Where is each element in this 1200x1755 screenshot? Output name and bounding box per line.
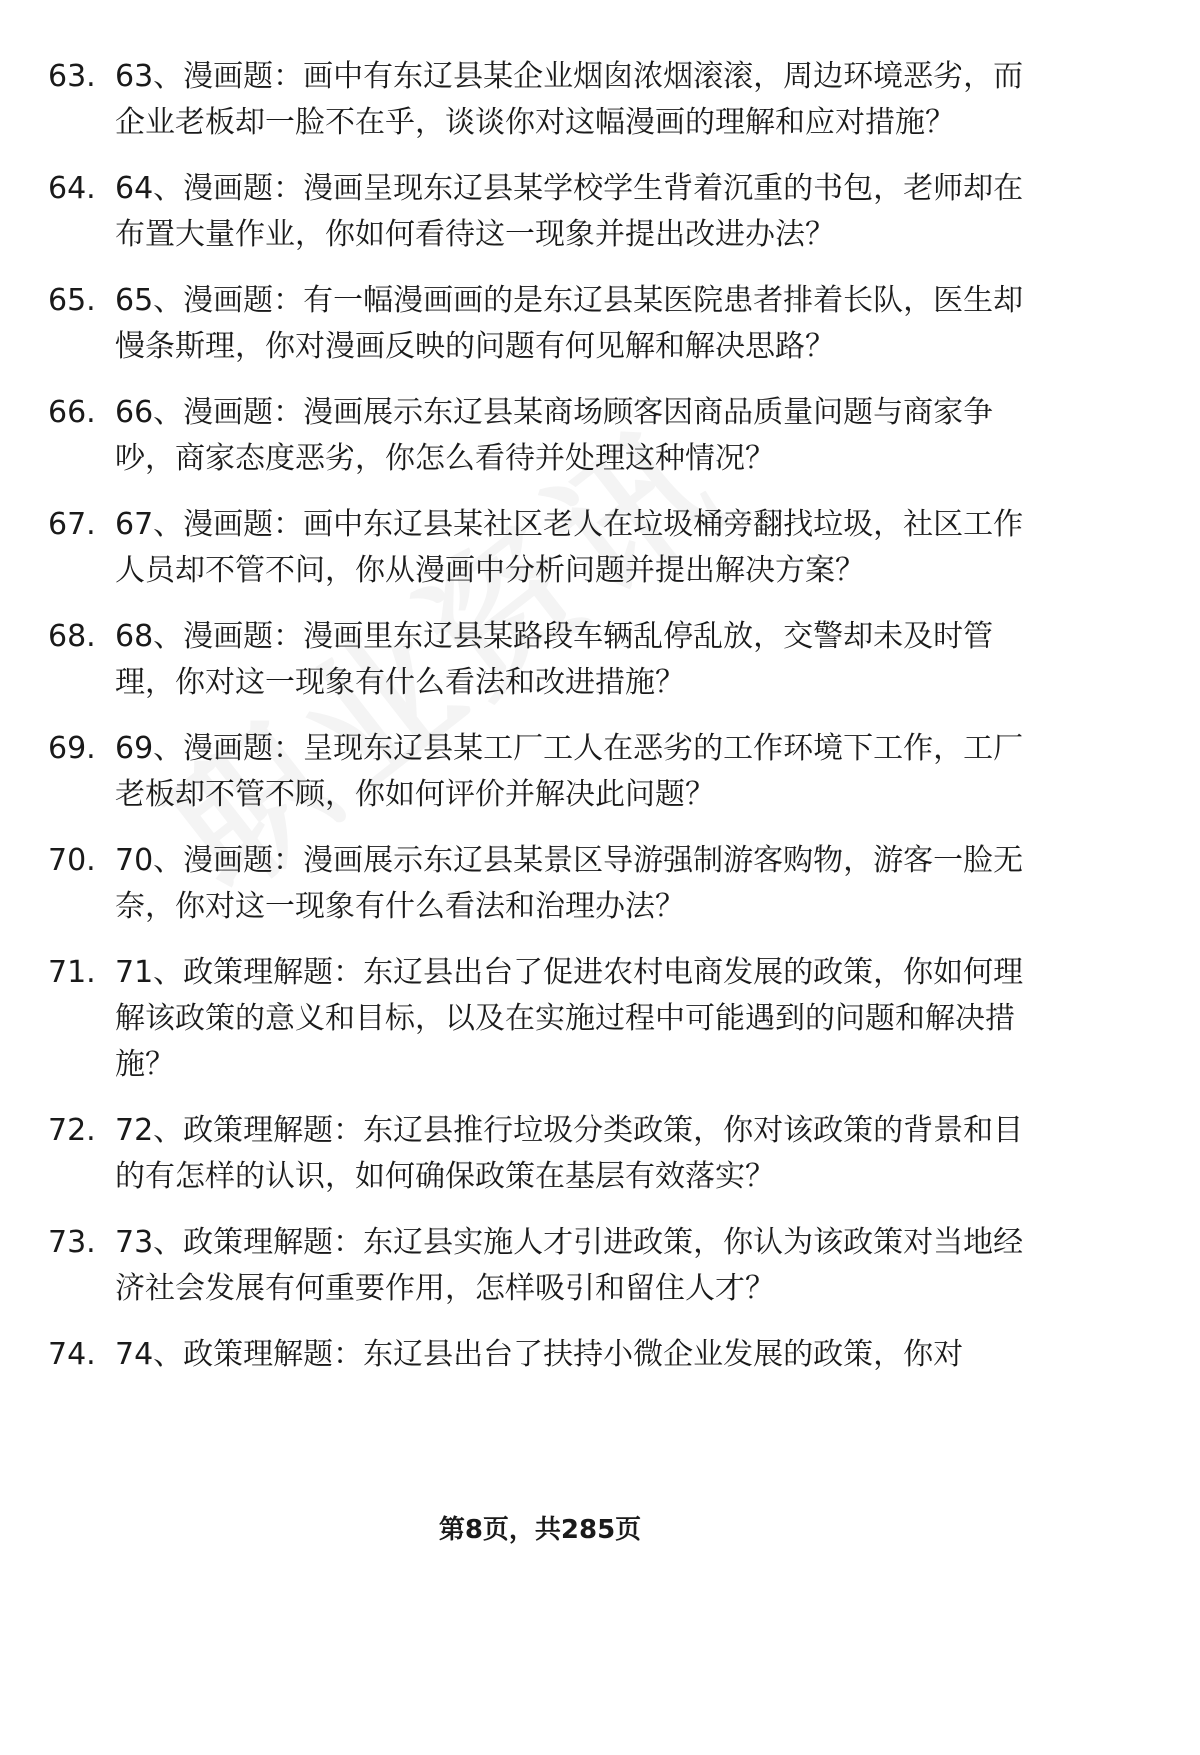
question-item bbox=[0, 1220, 1080, 1312]
question-text: 67、漫画题：画中东辽县某社区老人在垃圾桶旁翻找垃圾，社区工作人员却不管不问，你从漫画中分析问题并提出解决方案？ bbox=[115, 507, 1024, 588]
question-number: 67. bbox=[48, 507, 96, 542]
page-footer: 第8页，共285页 bbox=[438, 1515, 642, 1545]
question-number: 72. bbox=[48, 1113, 96, 1148]
question-number: 68. bbox=[48, 619, 96, 654]
question-item bbox=[0, 166, 1080, 258]
question-item bbox=[0, 390, 1080, 482]
question-item bbox=[0, 1108, 1080, 1200]
question-item bbox=[0, 838, 1080, 930]
question-list bbox=[0, 54, 1080, 1398]
question-text: 66、漫画题：漫画展示东辽县某商场顾客因商品质量问题与商家争吵，商家态度恶劣，你怎么看待并处理这种情况？ bbox=[115, 395, 994, 476]
question-item bbox=[0, 950, 1080, 1088]
question-text: 68、漫画题：漫画里东辽县某路段车辆乱停乱放，交警却未及时管理，你对这一现象有什么看法和改进措施？ bbox=[115, 619, 994, 700]
question-text: 71、政策理解题：东辽县出台了促进农村电商发展的政策，你如何理解该政策的意义和目标，以及在实施过程中可能遇到的问题和解决措施？ bbox=[115, 955, 1024, 1082]
question-item bbox=[0, 54, 1080, 146]
question-number: 74. bbox=[48, 1337, 96, 1372]
question-item bbox=[0, 502, 1080, 594]
question-item bbox=[0, 278, 1080, 370]
question-text: 63、漫画题：画中有东辽县某企业烟囱浓烟滚滚，周边环境恶劣，而企业老板却一脸不在乎，谈谈你对这幅漫画的理解和应对措施？ bbox=[115, 59, 1024, 140]
question-item bbox=[0, 1332, 1080, 1378]
question-item bbox=[0, 614, 1080, 706]
question-number: 69. bbox=[48, 731, 96, 766]
question-number: 70. bbox=[48, 843, 96, 878]
question-text: 69、漫画题：呈现东辽县某工厂工人在恶劣的工作环境下工作，工厂老板却不管不顾，你如何评价并解决此问题？ bbox=[115, 731, 1024, 812]
question-number: 73. bbox=[48, 1225, 96, 1260]
question-text: 64、漫画题：漫画呈现东辽县某学校学生背着沉重的书包，老师却在布置大量作业，你如何看待这一现象并提出改进办法？ bbox=[115, 171, 1024, 252]
question-number: 71. bbox=[48, 955, 96, 990]
question-number: 63. bbox=[48, 59, 96, 94]
question-text: 70、漫画题：漫画展示东辽县某景区导游强制游客购物，游客一脸无奈，你对这一现象有什么看法和治理办法？ bbox=[115, 843, 1024, 924]
question-text: 74、政策理解题：东辽县出台了扶持小微企业发展的政策，你对 bbox=[115, 1337, 964, 1372]
question-text: 65、漫画题：有一幅漫画画的是东辽县某医院患者排着长队，医生却慢条斯理，你对漫画反映的问题有何见解和解决思路？ bbox=[115, 283, 1024, 364]
question-number: 65. bbox=[48, 283, 96, 318]
question-number: 66. bbox=[48, 395, 96, 430]
question-text: 73、政策理解题：东辽县实施人才引进政策，你认为该政策对当地经济社会发展有何重要作用，怎样吸引和留住人才？ bbox=[115, 1225, 1024, 1306]
question-item bbox=[0, 726, 1080, 818]
question-number: 64. bbox=[48, 171, 96, 206]
question-text: 72、政策理解题：东辽县推行垃圾分类政策，你对该政策的背景和目的有怎样的认识，如何确保政策在基层有效落实？ bbox=[115, 1113, 1024, 1194]
